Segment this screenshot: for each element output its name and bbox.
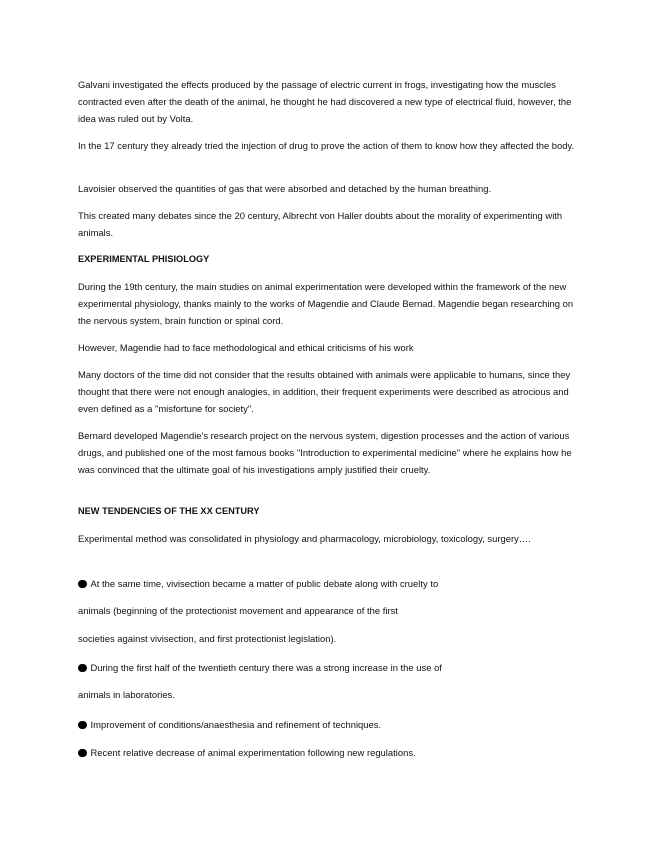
bullet-icon [78, 580, 87, 589]
bullet-icon [78, 749, 87, 758]
bullet-continuation: animals (beginning of the protectionist movement and appearance of the first [78, 605, 398, 616]
bullet-item-improvement: Improvement of conditions/anaesthesia and refinement of techniques. [78, 716, 578, 733]
bullet-continuation: animals in laboratories. [78, 689, 175, 700]
paragraph-magendie-criticism: However, Magendie had to face methodological and ethical criticisms of his work [78, 342, 414, 353]
bullet-item-increase: During the first half of the twentieth century there was a strong increase in the use of [78, 659, 578, 676]
paragraph-haller: This created many debates since the 20 century, Albrecht von Haller doubts about the morality of experimenting with animals. [78, 210, 563, 238]
bullet-icon [78, 721, 87, 730]
paragraph-lavoisier: Lavoisier observed the quantities of gas that were absorbed and detached by the human breathing. [78, 183, 492, 194]
bullet-item-vivisection: At the same time, vivisection became a matter of public debate along with cruelty to [78, 575, 578, 592]
paragraph-bernard: Bernard developed Magendie's research project on the nervous system, digestion processes and the action of various drugs, and published one of the most famous books "Introduction to experimental medicine" where he explains how he was convinced that the ultimate goal of his investigations amply justified their cruelty. [78, 430, 572, 475]
bullet-continuation: societies against vivisection, and first protectionist legislation). [78, 633, 337, 644]
bullet-item-decrease: Recent relative decrease of animal experimentation following new regulations. [78, 744, 578, 761]
paragraph-17-century: In the 17 century they already tried the injection of drug to prove the action of them to know how they affected the body. [78, 140, 575, 151]
bullet-icon [78, 664, 87, 673]
paragraph-galvani: Galvani investigated the effects produced by the passage of electric current in frogs, investigating how the muscles contracted even after the death of the animal, he thought he had discovered a new type of electrical fluid, however, the idea was ruled out by Volta. [78, 79, 572, 124]
paragraph-19th-century: During the 19th century, the main studies on animal experimentation were developed within the framework of the new experimental physiology, thanks mainly to the works of Magendie and Claude Bernad. Magendie began researching on the nervous system, brain function or spinal cord. [78, 281, 574, 326]
paragraph-doctors: Many doctors of the time did not consider that the results obtained with animals were applicable to humans, since they thought that there were not enough analogies, in addition, their frequent experiments were described as atrocious and even defined as a "misfortune for society". [78, 369, 571, 414]
heading-experimental-physiology: EXPERIMENTAL PHISIOLOGY [78, 254, 210, 264]
heading-new-tendencies: NEW TENDENCIES OF THE XX CENTURY [78, 506, 260, 516]
paragraph-experimental-method: Experimental method was consolidated in physiology and pharmacology, microbiology, toxicology, surgery…. [78, 533, 531, 544]
